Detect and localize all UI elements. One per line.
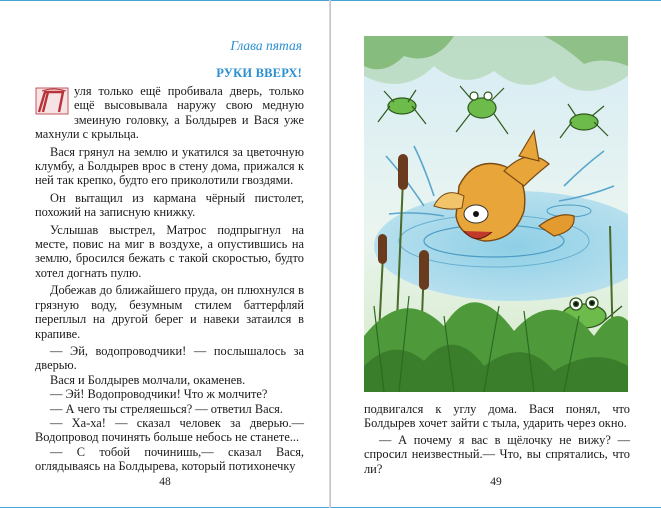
paragraph-6: — Эй, водопроводчики! — послышалось за дверью. [35, 343, 304, 373]
left-page-text [35, 84, 304, 474]
paragraph-next: — А почему я вас в щёлочку не вижу? — спросил неизвестный.— Что, вы спрятались, что ли? [364, 432, 630, 476]
paragraph-8: — Эй! Водопроводчики! Что ж молчите? [50, 387, 268, 402]
left-page [0, 0, 330, 508]
dropcap-letter-icon [35, 86, 69, 116]
page-top-edge [331, 0, 661, 1]
paragraph-continued: подвигался к углу дома. Вася понял, что Болдырев хочет зайти с тыла, ударить через окно. [364, 402, 630, 431]
paragraph-1 [35, 84, 304, 142]
page-number-right: 49 [490, 476, 502, 488]
paragraph-9: — А чего ты стреляешься? — ответил Вася. [50, 401, 283, 416]
right-page [331, 0, 661, 508]
paragraph-11: — С тобой починишь,— сказал Вася, оглядываясь на Болдырева, который потихонечку [35, 444, 304, 474]
chapter-heading: Глава пятая [230, 38, 302, 53]
right-page-text [364, 402, 630, 478]
paragraph-4: Услышав выстрел, Матрос подпрыгнул на месте, повис на миг в воздухе, а опустившись на землю, бросился бежать с такой скоростью, будто хотел догнать пулю. [35, 222, 304, 280]
page-number-left: 48 [159, 476, 171, 488]
paragraph-2: Вася грянул на землю и укатился за цветочную клумбу, а Болдырев врос в стену дома, прижался к ней так крепко, будто его приколотили гвоздями. [35, 144, 304, 188]
page-top-edge [0, 0, 330, 1]
paragraph-10: — Ха-ха! — сказал человек за дверью.— Водопровод починять больше небось не станете... [35, 415, 304, 445]
paragraph-text: уля только ещё пробивала дверь, только ещё высовывала наружу свою медную змеиную головку, а Болдырев и Вася уже махнули с крыльца. [35, 84, 304, 142]
chapter-title: РУКИ ВВЕРХ! [216, 66, 302, 80]
paragraph-3: Он вытащил из кармана чёрный пистолет, похожий на записную книжку. [35, 190, 304, 220]
paragraph-7: Вася и Болдырев молчали, окаменев. [50, 372, 246, 387]
frogs-and-fox-illustration [364, 36, 628, 392]
illustration [364, 36, 628, 392]
svg-text:П: П [52, 108, 53, 109]
paragraph-5: Добежав до ближайшего пруда, он плюхнулся в грязную воду, безумным стилем баттерфляй переплыл на другой берег и навеки затаился в крапиве. [35, 283, 304, 341]
